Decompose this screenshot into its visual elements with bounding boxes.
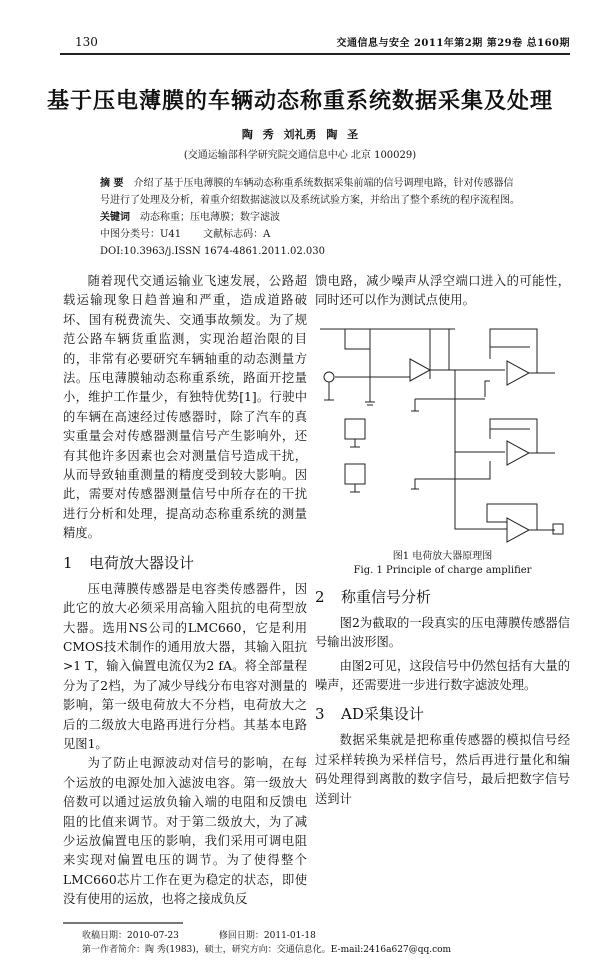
footnote-author-bio: 第一作者简介：陶 秀(1983)，硕士，研究方向：交通信息化。E-mail:2416a627@qq.com	[82, 944, 452, 955]
charge-amplifier-schematic	[315, 319, 571, 544]
paragraph: 压电薄膜传感器是电容类传感器件，因此它的放大必须采用高输入阻抗的电荷型放大器。选用NS公司的LMC660，它是利用CMOS技术制作的通用放大器，其输入阻抗>1 T，输入偏置电流仅为2 fA。将全部量程分为了2档，为了减少导线分布电容对测量的影响，第一级电荷放大不分档，电荷放大之后的二级放大电路再进行分档。其基本电路见图1。	[63, 581, 307, 751]
document-code: 文献标志码：A	[203, 229, 271, 240]
footnote-dates	[63, 929, 570, 943]
left-column	[63, 272, 307, 910]
section-title: AD采集设计	[341, 705, 424, 724]
paragraph: 馈电路，减少噪声从浮空端口进入的可能性，同时还可以作为测试点使用。	[315, 274, 570, 308]
paragraph: 为了防止电源波动对信号的影响，在每个运放的电源处加入滤波电容。第一级放大倍数可以通过运放负输入端的电阻和反馈电阻的比值来调节。对于第二级放大，为了减少运放偏置电压的影响，我们采用可调电阻来实现对偏置电压的调节。为了使得整个LMC660芯片工作在更为稳定的状态，即使没有使用的运放，也将之接成负反	[63, 756, 307, 907]
section-2-heading	[315, 586, 570, 608]
classification-row	[100, 226, 520, 260]
paragraph: 由图2可见，这段信号中仍然包括有大量的噪声，还需要进一步进行数字滤波处理。	[315, 658, 570, 693]
page-number: 130	[75, 35, 98, 49]
figure-1-caption-en: Fig. 1 Principle of charge amplifier	[353, 564, 532, 576]
paper-title: 基于压电薄膜的车辆动态称重系统数据采集及处理	[46, 88, 553, 114]
received-date: 收稿日期：2010-07-23	[82, 930, 179, 941]
abstract-label: 摘 要	[100, 178, 124, 189]
right-column	[315, 272, 570, 809]
running-header	[60, 34, 570, 55]
journal-info: 交通信息与安全 2011年第2期 第29卷 总160期	[336, 38, 570, 49]
authors: 陶 秀 刘礼勇 陶 圣	[241, 128, 359, 141]
footnotes	[63, 922, 570, 957]
section-number: 3	[315, 705, 325, 724]
affiliation: (交通运输部科学研究院交通信息中心 北京 100029)	[183, 150, 417, 161]
footnote-rule	[63, 922, 183, 924]
keywords-label: 关键词	[100, 212, 130, 223]
section-number: 1	[63, 553, 73, 572]
paragraph: 图2为截取的一段真实的压电薄膜传感器信号输出波形图。	[315, 615, 570, 650]
section-title: 称重信号分析	[341, 587, 432, 606]
abstract-text: 介绍了基于压电薄膜的车辆动态称重系统数据采集前端的信号调理电路，针对传感器信号进行了处理及分析，着重介绍数据滤波以及系统试验方案，并给出了整个系统的程序流程图。	[100, 178, 520, 206]
revised-date: 修回日期：2011-01-18	[218, 930, 316, 941]
section-title: 电荷放大器设计	[89, 553, 195, 572]
paragraph: 数据采集就是把称重传感器的模拟信号经过采样转换为采样信号，然后再进行量化和编码处理得到离散的数字信号，最后把数字信号送到计	[315, 733, 570, 806]
figure-1-caption-cn: 图1 电荷放大器原理图	[392, 550, 493, 562]
doi: DOI:10.3963/j.ISSN 1674-4861.2011.02.030	[100, 246, 326, 257]
section-1-heading	[63, 552, 307, 574]
intro-text: 随着现代交通运输业飞速发展，公路超载运输现象日趋普遍和严重，造成道路破坏、国有税费流失、交通事故频发。为了规范公路车辆货重监测，实现治超治限的目的，非常有必要研究车辆轴重的动态测量方法。压电薄膜轴动态称重系统，路面开挖量小，维护工作量少，有独特优势[1]。行驶中的车辆在高速经过传感器时，除了汽车的真实重量会对传感器测量信号产生影响外，还有其他许多因素也会对测量信号造成干扰，从而导致轴重测量的精度受到较大影响。因此，需要对传感器测量信号中所存在的干扰进行分析和处理，提高动态称重系统的测量精度。	[63, 274, 307, 541]
section-3-heading	[315, 703, 570, 725]
keywords-text: 动态称重；压电薄膜；数字滤波	[140, 212, 280, 223]
body-columns	[63, 272, 570, 910]
abstract	[100, 175, 520, 209]
section-number: 2	[315, 587, 325, 606]
clc-number: 中图分类号：U41	[100, 229, 182, 240]
abstract-block	[100, 175, 520, 260]
keywords	[100, 209, 520, 226]
